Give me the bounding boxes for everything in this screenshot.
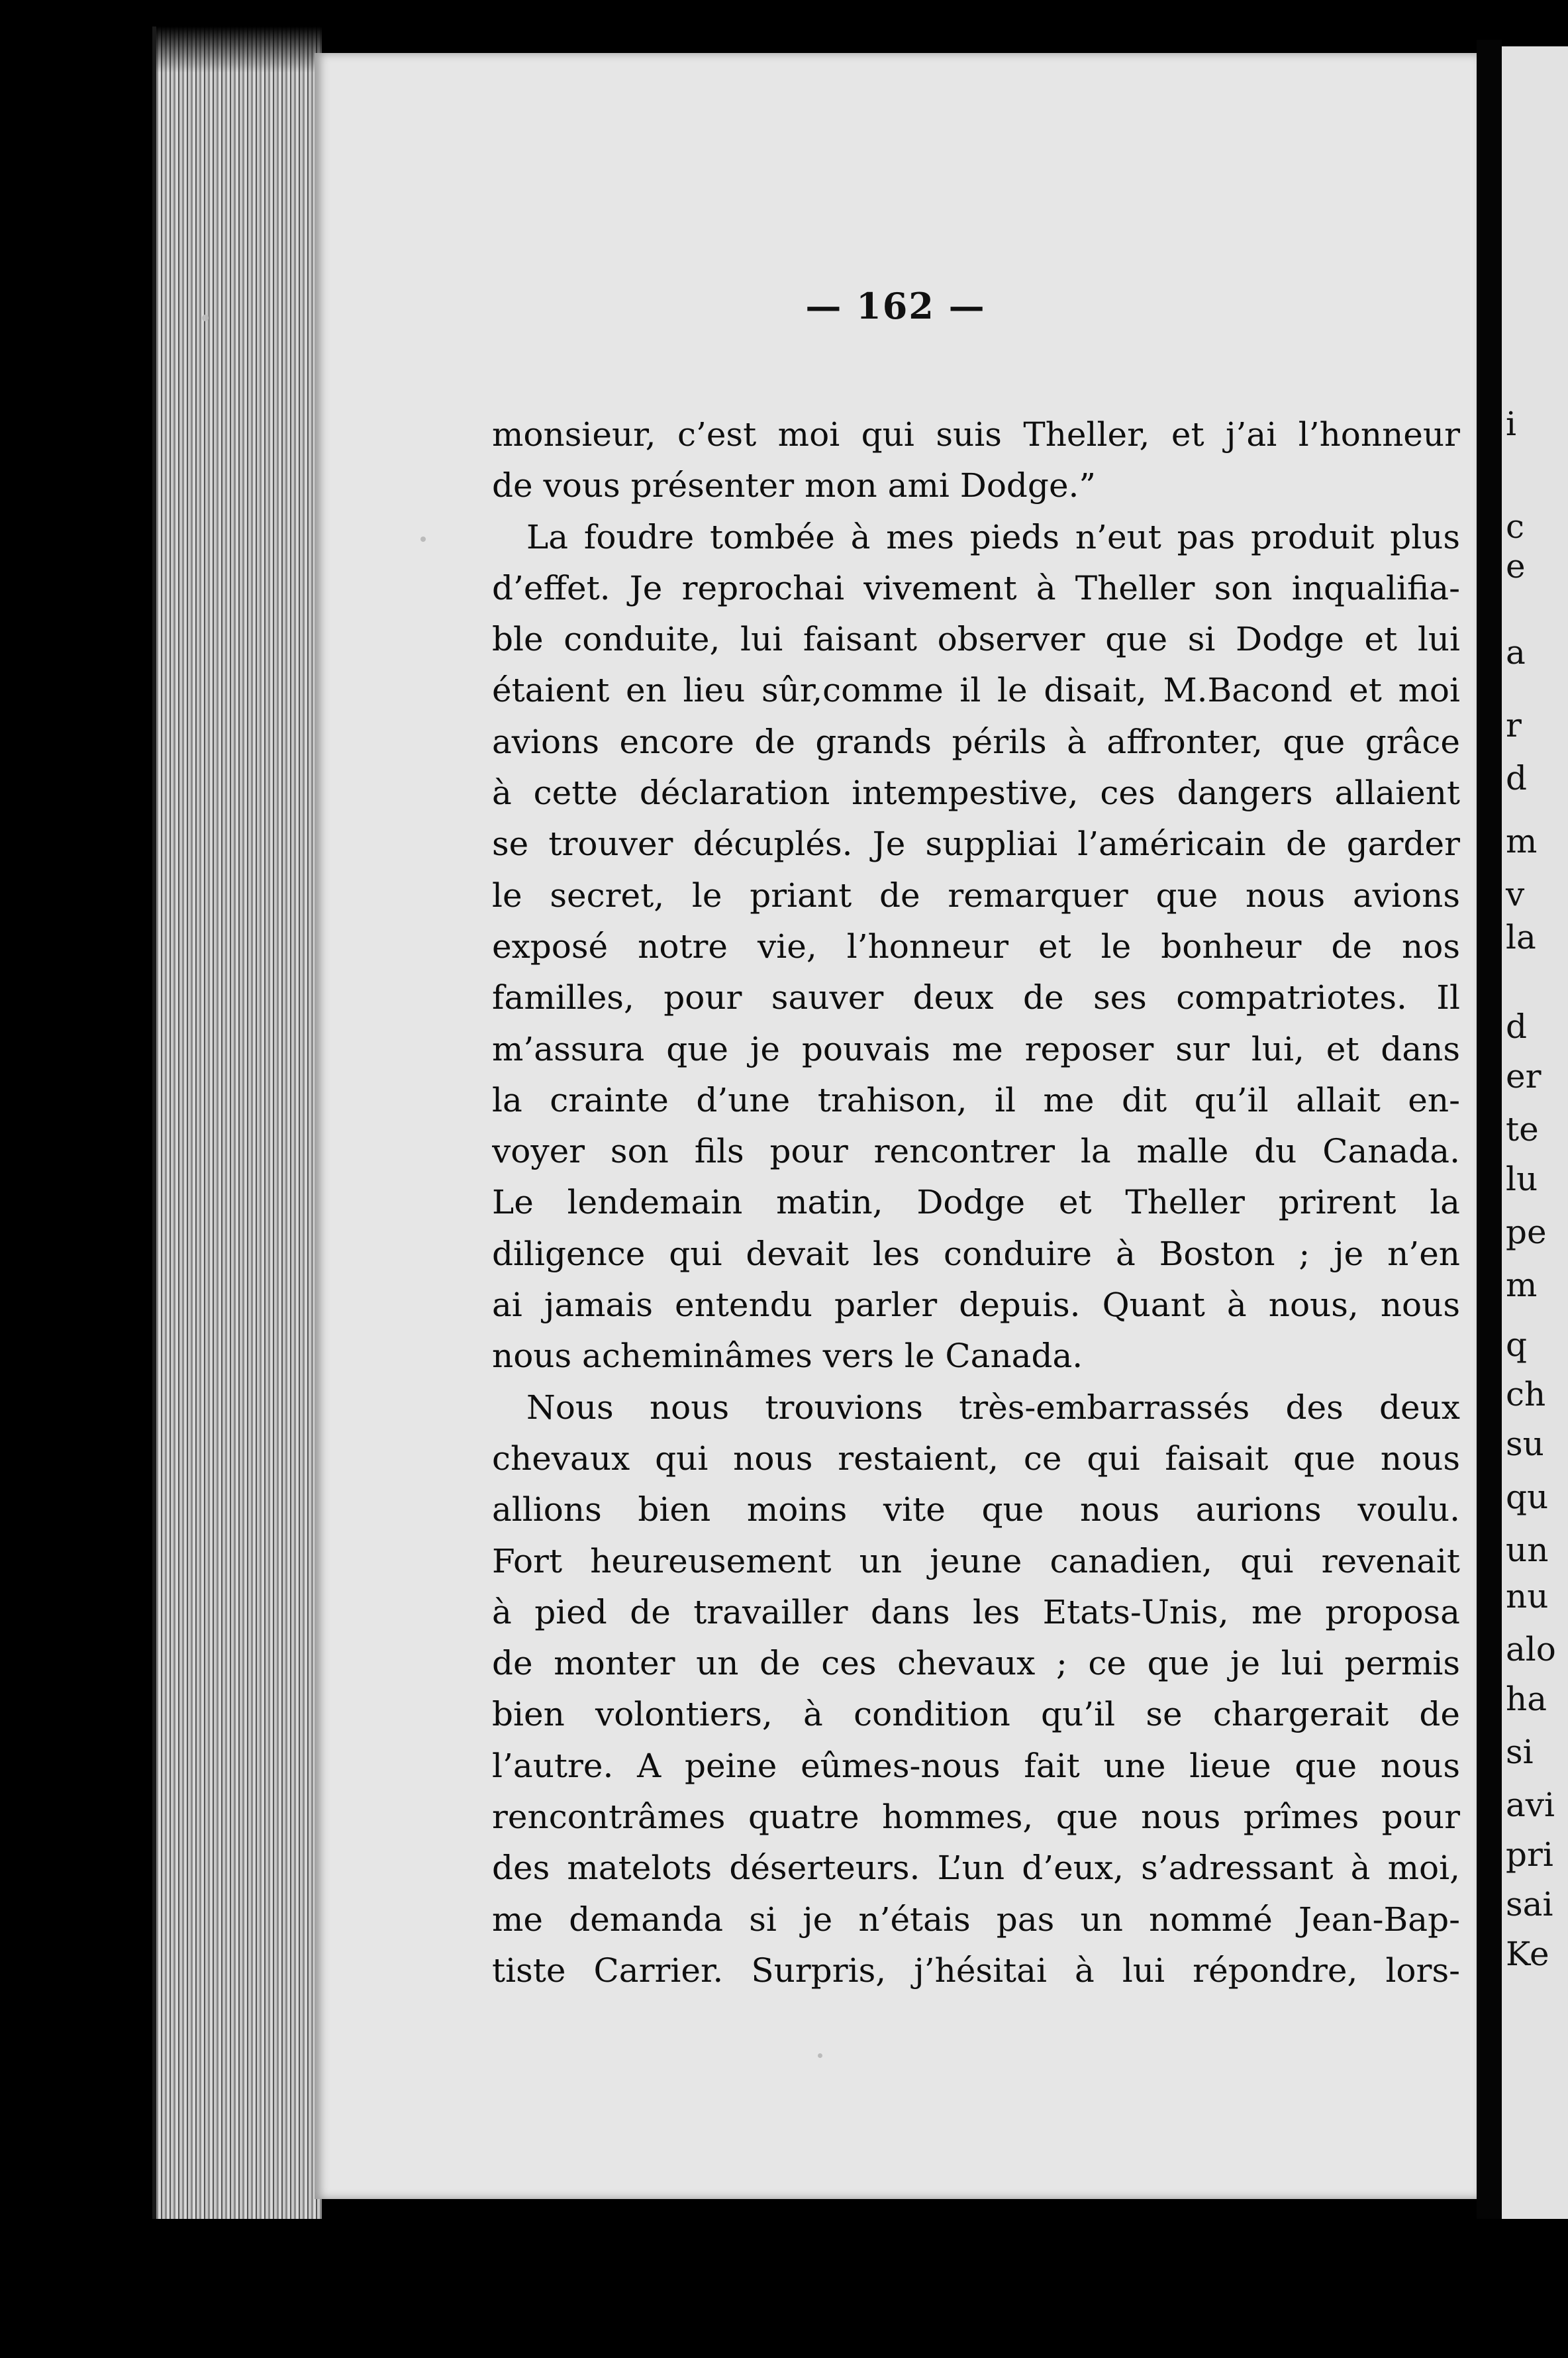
text-line: voyer son fils pour rencontrer la malle du Canada.	[492, 1132, 1460, 1171]
adjacent-page-fragment: si	[1506, 1733, 1534, 1771]
text-line: Le lendemain matin, Dodge et Theller prirent la	[492, 1183, 1460, 1222]
text-line: de vous présenter mon ami Dodge.”	[492, 466, 1096, 505]
text-line: ble conduite, lui faisant observer que si Dodge et lui	[492, 620, 1460, 659]
text-line: des matelots déserteurs. L’un d’eux, s’adressant à moi,	[492, 1849, 1460, 1888]
text-line: exposé notre vie, l’honneur et le bonheur de nos	[492, 927, 1460, 966]
adjacent-page-fragment: un	[1506, 1531, 1549, 1569]
adjacent-page-fragment: r	[1506, 706, 1522, 744]
adjacent-page-fragment: q	[1506, 1325, 1528, 1364]
book-page-edges	[152, 26, 322, 2219]
scan-speck	[202, 315, 209, 321]
adjacent-page-fragment: e	[1506, 547, 1526, 586]
text-line: tiste Carrier. Surpris, j’hésitai à lui répondre, lors-	[492, 1951, 1460, 1990]
adjacent-page-fragment: a	[1506, 633, 1526, 672]
adjacent-page-fragment: la	[1506, 918, 1536, 956]
adjacent-page-fragment: nu	[1506, 1577, 1549, 1615]
text-line: monsieur, c’est moi qui suis Theller, et j’ai l’honneur	[492, 415, 1460, 454]
text-line: Nous nous trouvions très-embarrassés des deux	[526, 1388, 1460, 1427]
adjacent-page-fragment: te	[1506, 1110, 1539, 1149]
text-line: le secret, le priant de remarquer que nous avions	[492, 876, 1460, 915]
text-line: la crainte d’une trahison, il me dit qu’il allait en-	[492, 1080, 1460, 1119]
text-line: ai jamais entendu parler depuis. Quant à nous, nous	[492, 1286, 1460, 1325]
adjacent-page-fragment: qu	[1506, 1478, 1549, 1516]
adjacent-page-fragment: Ke	[1506, 1935, 1549, 1973]
text-line: me demanda si je n’étais pas un nommé Jean-Bap-	[492, 1900, 1460, 1939]
adjacent-page-fragment: ch	[1506, 1375, 1546, 1413]
adjacent-page-fragment: alo	[1506, 1630, 1556, 1668]
text-line: familles, pour sauver deux de ses compatriotes. Il	[492, 978, 1460, 1017]
text-line: l’autre. A peine eûmes-nous fait une lieue que nous	[492, 1746, 1460, 1785]
text-line: rencontrâmes quatre hommes, que nous prîmes pour	[492, 1798, 1460, 1837]
adjacent-page-edge	[1502, 46, 1568, 2219]
adjacent-page-fragment: pri	[1506, 1835, 1553, 1874]
adjacent-page-fragment: er	[1506, 1057, 1542, 1096]
adjacent-page-fragment: avi	[1506, 1786, 1555, 1824]
adjacent-page-fragment: i	[1506, 405, 1516, 443]
text-line: m’assura que je pouvais me reposer sur lui, et dans	[492, 1029, 1460, 1068]
text-line: nous acheminâmes vers le Canada.	[492, 1337, 1083, 1376]
adjacent-page-fragment: c	[1506, 507, 1525, 546]
text-line: bien volontiers, à condition qu’il se chargerait de	[492, 1695, 1460, 1734]
adjacent-page-fragment: ha	[1506, 1680, 1547, 1718]
text-line: Fort heureusement un jeune canadien, qui revenait	[492, 1541, 1460, 1580]
page-number: — 162 —	[805, 285, 986, 327]
text-line: chevaux qui nous restaient, ce qui faisait que nous	[492, 1439, 1460, 1478]
text-line: La foudre tombée à mes pieds n’eut pas produit plus	[526, 517, 1460, 556]
adjacent-page-fragment: pe	[1506, 1213, 1547, 1251]
book-gutter	[1477, 40, 1502, 2219]
adjacent-page-fragment: d	[1506, 1007, 1528, 1046]
adjacent-page-fragment: su	[1506, 1425, 1544, 1463]
text-line: se trouver décuplés. Je suppliai l’américain de garder	[492, 825, 1460, 864]
text-line: diligence qui devait les conduire à Boston ; je n’en	[492, 1234, 1460, 1273]
scan-speck	[818, 2053, 822, 2058]
text-line: de monter un de ces chevaux ; ce que je lui permis	[492, 1644, 1460, 1683]
adjacent-page-fragment: m	[1506, 822, 1538, 860]
scan-speck	[420, 537, 426, 542]
text-line: à cette déclaration intempestive, ces dangers allaient	[492, 774, 1460, 813]
book-page	[315, 53, 1477, 2199]
text-line: allions bien moins vite que nous aurions voulu.	[492, 1490, 1460, 1529]
adjacent-page-fragment: v	[1506, 875, 1525, 913]
text-line: à pied de travailler dans les Etats-Unis, me proposa	[492, 1592, 1460, 1631]
text-line: d’effet. Je reprochai vivement à Theller son inqualifia-	[492, 568, 1460, 607]
text-line: avions encore de grands périls à affronter, que grâce	[492, 722, 1460, 761]
text-line: étaient en lieu sûr,comme il le disait, M.Bacond et moi	[492, 671, 1460, 710]
adjacent-page-fragment: m	[1506, 1266, 1538, 1304]
adjacent-page-fragment: d	[1506, 759, 1528, 797]
page-body-text	[492, 409, 1460, 1996]
adjacent-page-fragment: sai	[1506, 1885, 1553, 1923]
adjacent-page-fragment: lu	[1506, 1160, 1538, 1198]
